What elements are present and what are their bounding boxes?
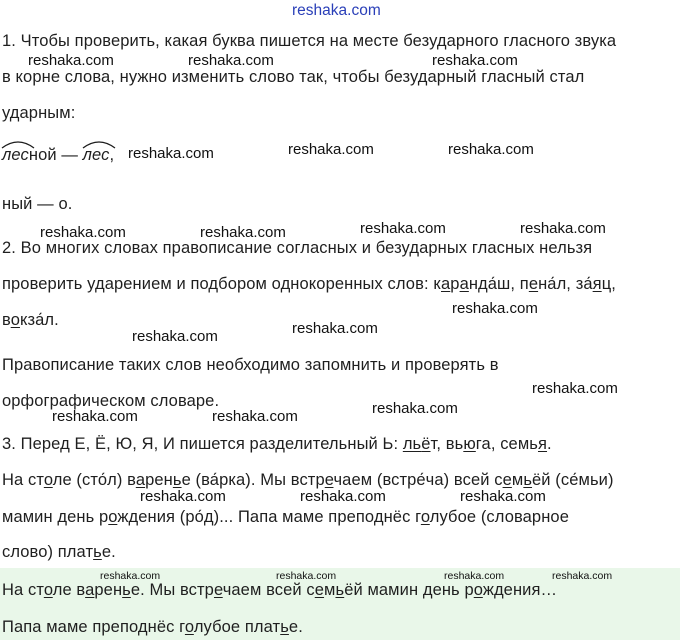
task-line1 [2, 471, 614, 490]
comma: , [109, 146, 115, 164]
rule1-line2: в корне слова, нужно изменить слово так, чтобы безударный гласный стал [2, 68, 585, 86]
site-watermark-top: reshaka.com [292, 2, 381, 19]
underlined-letter: е [528, 275, 539, 293]
word-part: На ст [2, 581, 44, 599]
underlined-letter: ь [335, 581, 345, 599]
word-part: ле в [52, 581, 86, 599]
underlined-letter: о [420, 508, 430, 526]
watermark: reshaka.com [100, 570, 161, 582]
watermark: reshaka.com [292, 320, 378, 337]
watermark: reshaka.com [552, 570, 613, 582]
word-part: р [450, 275, 460, 293]
task-line3 [2, 543, 116, 562]
word-part: е. Мы встр [130, 581, 214, 599]
underlined-letter: о [473, 581, 483, 599]
word-part: е. [101, 543, 116, 561]
word-part: лубое (словарное [429, 508, 569, 526]
underlined-letter: ь [523, 471, 533, 489]
word-part: вь [445, 435, 464, 453]
word-part: ждения… [482, 581, 558, 599]
watermark: reshaka.com [132, 328, 218, 345]
word-part: п [519, 275, 529, 293]
word-part: е. [288, 618, 303, 636]
word-part: м [511, 471, 524, 489]
word-part: ёй мамин день р [344, 581, 474, 599]
underlined-letter: о [43, 581, 53, 599]
underlined-letter: а [459, 275, 469, 293]
underlined-letter: а [135, 471, 146, 489]
underlined-letter: ь [172, 471, 182, 489]
underlined-letter: ю [463, 435, 476, 453]
answer-line1 [2, 581, 557, 600]
word-part: рен [145, 471, 173, 489]
underlined-letter: е [314, 581, 325, 599]
watermark: reshaka.com [276, 570, 337, 582]
watermark: reshaka.com [40, 224, 126, 241]
word-part: чаем (встре́ча) всей с [333, 471, 503, 489]
root-text-1: лес [2, 146, 29, 164]
word-part: Папа маме преподнёс г [2, 618, 185, 636]
word-part: семь [500, 435, 538, 453]
word-part: На ст [2, 471, 44, 489]
word-part: га, [475, 435, 501, 453]
root-word-1 [2, 146, 29, 165]
rule2-line3 [2, 311, 59, 330]
word-part: чаем всей с [222, 581, 315, 599]
rule1-line3: ударным: [2, 104, 76, 122]
answer-line2 [2, 618, 303, 637]
watermark: reshaka.com [28, 52, 114, 69]
watermark: reshaka.com [52, 408, 138, 425]
underlined-letter: о [108, 508, 118, 526]
underlined-letter: ь [122, 581, 131, 599]
word-part: к [433, 275, 441, 293]
word-part: ц, [601, 275, 616, 293]
underlined-letter: о [43, 471, 53, 489]
underlined-letter: ь [93, 543, 102, 561]
watermark: reshaka.com [372, 400, 458, 417]
rule2-line2 [2, 275, 616, 294]
word-part: лубое плат [193, 618, 281, 636]
word-part: . [547, 435, 552, 453]
underlined-letter: я [537, 435, 548, 453]
word-part: ле (сто́л) в [52, 471, 136, 489]
word-part: т, [430, 435, 446, 453]
underlined-letter: ь [280, 618, 289, 636]
underlined-letter: о [10, 311, 20, 329]
watermark: reshaka.com [448, 141, 534, 158]
rule3-line1 [2, 435, 552, 454]
watermark: reshaka.com [520, 220, 606, 237]
underlined-letter: е [502, 471, 512, 489]
word-part: нда́ш, [468, 275, 520, 293]
rule1-example [2, 146, 114, 165]
rule1-line1: 1. Чтобы проверить, какая буква пишется на месте безударного гласного звука [2, 32, 617, 50]
word-part: е (ва́рка). Мы встр [181, 471, 325, 489]
watermark: reshaka.com [288, 141, 374, 158]
watermark: reshaka.com [300, 488, 386, 505]
root-arc-mark [1, 139, 35, 149]
word-part: в [2, 311, 11, 329]
word-part: за́ [575, 275, 593, 293]
watermark: reshaka.com [444, 570, 505, 582]
underlined-letter: а [85, 581, 95, 599]
underlined-letter: о [184, 618, 194, 636]
task-line2 [2, 508, 569, 527]
ending-text-1: ной — [28, 146, 83, 164]
word-part: слово) плат [2, 543, 94, 561]
watermark: reshaka.com [212, 408, 298, 425]
watermark: reshaka.com [128, 145, 214, 162]
watermark: reshaka.com [452, 300, 538, 317]
watermark: reshaka.com [360, 220, 446, 237]
word-part: на́л, [538, 275, 576, 293]
underlined-letter: а [441, 275, 451, 293]
underlined-letter: ль [402, 435, 422, 453]
watermark: reshaka.com [140, 488, 226, 505]
root-word-2 [83, 146, 110, 165]
rule3-prefix: 3. Перед Е, Ё, Ю, Я, И пишется разделительный Ь: [2, 435, 403, 453]
word-part: мамин день р [2, 508, 109, 526]
word-part: рен [94, 581, 123, 599]
word-part: м [324, 581, 336, 599]
rule1-example-tail: ный — о. [2, 195, 73, 213]
underlined-letter: ё [421, 435, 431, 453]
underlined-letter: е [324, 471, 334, 489]
rule2-line1: 2. Во многих словах правописание согласных и безударных гласных нельзя [2, 239, 593, 257]
watermark: reshaka.com [200, 224, 286, 241]
watermark: reshaka.com [532, 380, 618, 397]
word-part: ждения (ро́д)... Папа маме преподнёс г [117, 508, 421, 526]
watermark: reshaka.com [188, 52, 274, 69]
word-part: кза́л. [19, 311, 59, 329]
word-part: ёй (се́мьи) [532, 471, 614, 489]
rule2-line4: Правописание таких слов необходимо запомнить и проверять в [2, 356, 499, 374]
underlined-letter: е [213, 581, 223, 599]
root-arc-mark [82, 139, 116, 149]
root-text-2: лес [82, 146, 110, 164]
watermark: reshaka.com [432, 52, 518, 69]
rule2-line2-prefix: проверить ударением и подбором однокоренных слов: [2, 275, 434, 293]
underlined-letter: я [592, 275, 602, 293]
watermark: reshaka.com [460, 488, 546, 505]
rule2-line5: орфографическом словаре. [2, 392, 220, 410]
